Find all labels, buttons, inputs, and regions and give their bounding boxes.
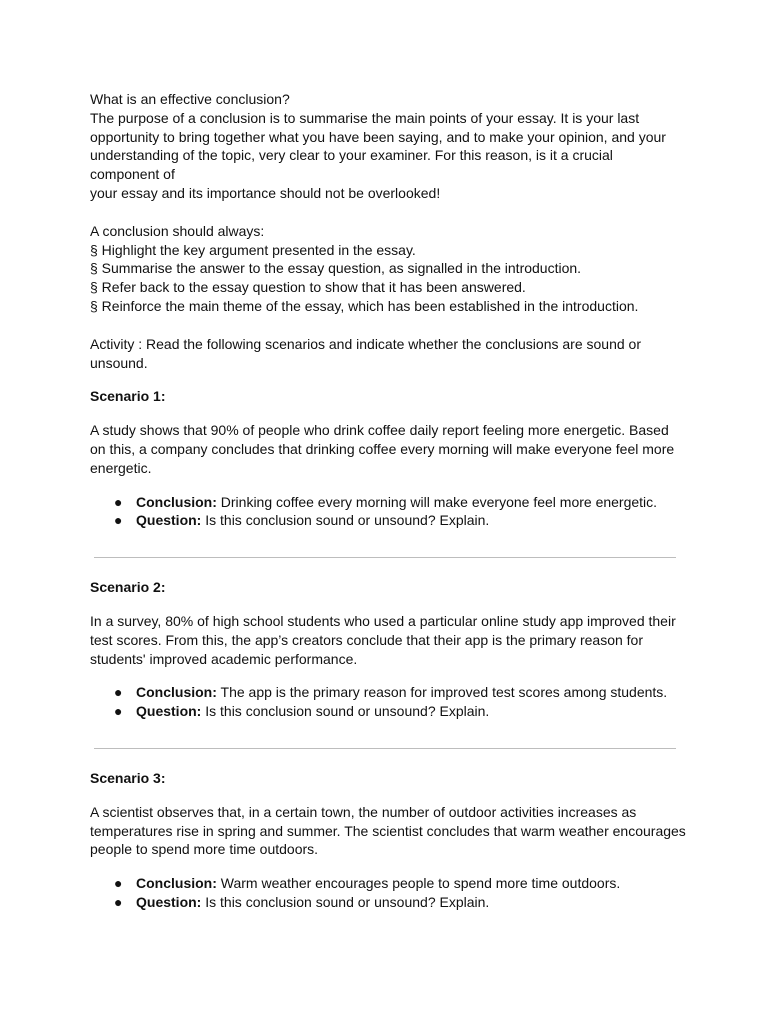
- conclusion-label: Conclusion:: [136, 875, 217, 892]
- question-text: Is this conclusion sound or unsound? Explain.: [201, 893, 490, 910]
- horizontal-divider: [94, 748, 676, 749]
- activity-line: unsound.: [90, 354, 148, 371]
- conclusion-item: [114, 683, 682, 702]
- question-text: Is this conclusion sound or unsound? Explain.: [201, 703, 490, 720]
- bullet-icon: ●: [114, 893, 123, 910]
- intro-paragraph-line: your essay and its importance should not be overlooked!: [90, 184, 441, 201]
- always-item: § Summarise the answer to the essay question, as signalled in the introduction.: [90, 260, 582, 277]
- scenario-3: [90, 769, 686, 912]
- conclusion-text: Warm weather encourages people to spend more time outdoors.: [216, 875, 621, 892]
- question-text: Is this conclusion sound or unsound? Explain.: [201, 512, 490, 529]
- intro-paragraph-line: opportunity to bring together what you have been saying, and to make your opinion, and your: [90, 128, 666, 145]
- always-item: § Highlight the key argument presented in the essay.: [90, 241, 416, 258]
- bullet-icon: ●: [114, 493, 123, 510]
- activity-line: Activity : Read the following scenarios and indicate whether the conclusions are sound or: [90, 335, 641, 352]
- bullet-icon: ●: [114, 684, 123, 701]
- scenario-text-line: A study shows that 90% of people who drink coffee daily report feeling more energetic. Based: [90, 422, 669, 439]
- scenario-bullets: [90, 493, 682, 531]
- activity-section: [90, 335, 682, 373]
- intro-paragraph-line: The purpose of a conclusion is to summarise the main points of your essay. It is your last: [90, 109, 640, 126]
- scenario-heading: Scenario 2:: [90, 579, 166, 596]
- question-label: Question:: [136, 512, 202, 529]
- scenario-text-line: people to spend more time outdoors.: [90, 841, 319, 858]
- always-lead: A conclusion should always:: [90, 222, 265, 239]
- scenario-text-line: test scores. From this, the app’s creators conclude that their app is the primary reason for: [90, 631, 643, 648]
- conclusion-item: [114, 874, 682, 893]
- always-item: § Reinforce the main theme of the essay, which has been established in the introduction.: [90, 297, 639, 314]
- scenario-1: [90, 387, 682, 530]
- scenario-text-line: on this, a company concludes that drinking coffee every morning will make everyone feel more: [90, 440, 675, 457]
- question-item: [114, 893, 682, 912]
- question-item: [114, 511, 682, 530]
- always-item: § Refer back to the essay question to show that it has been answered.: [90, 279, 526, 296]
- question-label: Question:: [136, 893, 202, 910]
- horizontal-divider: [94, 557, 676, 558]
- always-section: [90, 222, 682, 316]
- scenario-text-line: In a survey, 80% of high school students who used a particular online study app improved their: [90, 612, 676, 629]
- question-item: [114, 702, 682, 721]
- scenario-2: [90, 578, 682, 721]
- conclusion-label: Conclusion:: [136, 493, 217, 510]
- scenario-text-line: students' improved academic performance.: [90, 650, 358, 667]
- bullet-icon: ●: [114, 875, 123, 892]
- scenario-text-line: temperatures rise in spring and summer. The scientist concludes that warm weather encourages: [90, 822, 686, 839]
- intro-question: What is an effective conclusion?: [90, 91, 290, 107]
- bullet-icon: ●: [114, 512, 123, 529]
- question-label: Question:: [136, 703, 202, 720]
- scenario-bullets: [90, 683, 682, 721]
- scenario-bullets: [90, 874, 682, 912]
- bullet-icon: ●: [114, 703, 123, 720]
- intro-paragraph-line: component of: [90, 166, 175, 183]
- scenario-text-line: A scientist observes that, in a certain town, the number of outdoor activities increases as: [90, 803, 637, 820]
- conclusion-item: [114, 493, 682, 512]
- intro-section: [90, 90, 682, 203]
- conclusion-text: The app is the primary reason for improved test scores among students.: [216, 684, 668, 701]
- scenario-text-line: energetic.: [90, 459, 152, 476]
- scenario-heading: Scenario 1:: [90, 388, 166, 405]
- conclusion-text: Drinking coffee every morning will make everyone feel more energetic.: [216, 493, 658, 510]
- intro-paragraph-line: understanding of the topic, very clear to your examiner. For this reason, is it a crucial: [90, 147, 613, 164]
- conclusion-label: Conclusion:: [136, 684, 217, 701]
- scenario-heading: Scenario 3:: [90, 769, 166, 786]
